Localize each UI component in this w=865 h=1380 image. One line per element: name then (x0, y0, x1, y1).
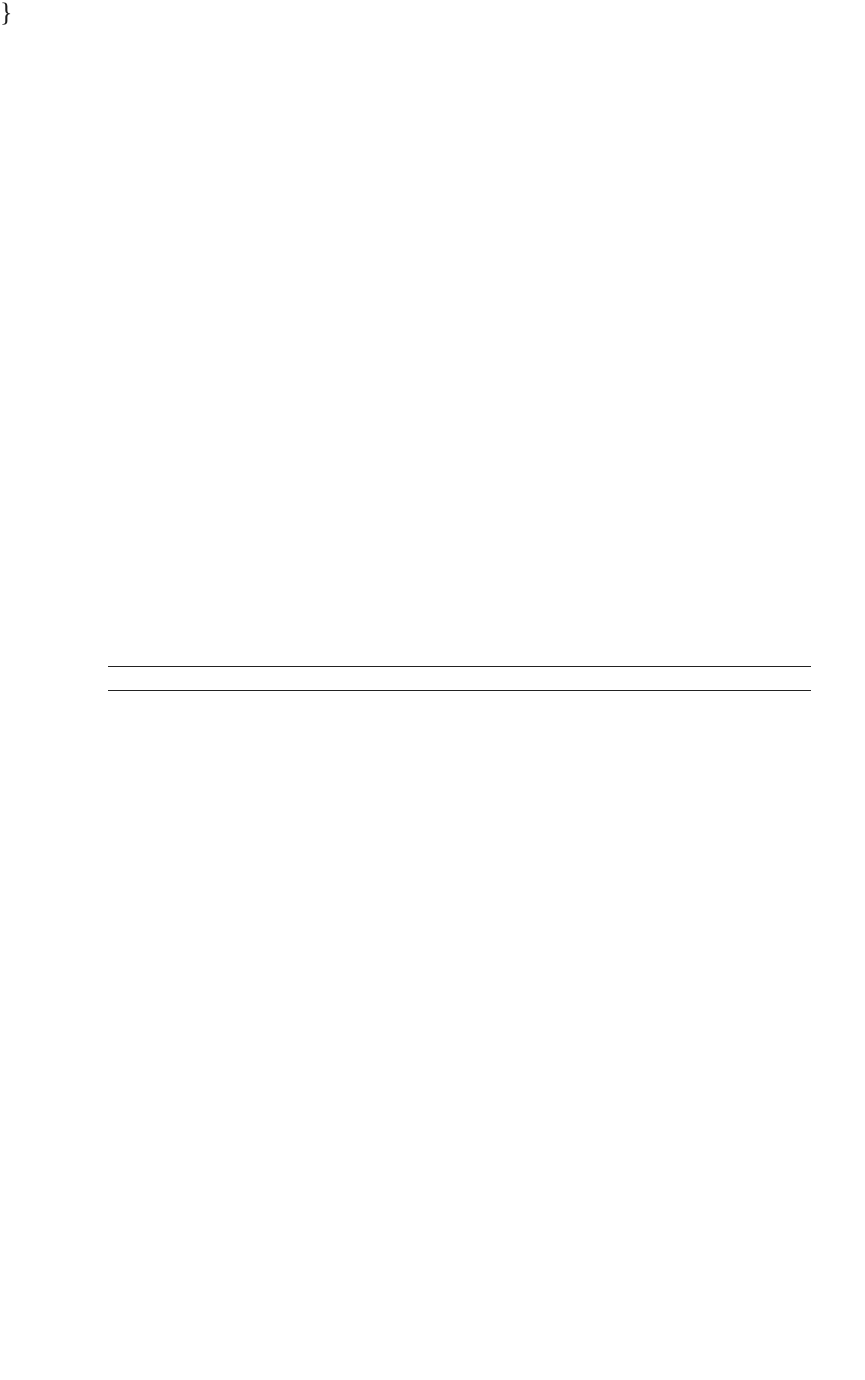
table-header-rule (108, 690, 811, 691)
table-top-rule (108, 666, 811, 667)
refined-copper-brace: } (0, 0, 13, 27)
